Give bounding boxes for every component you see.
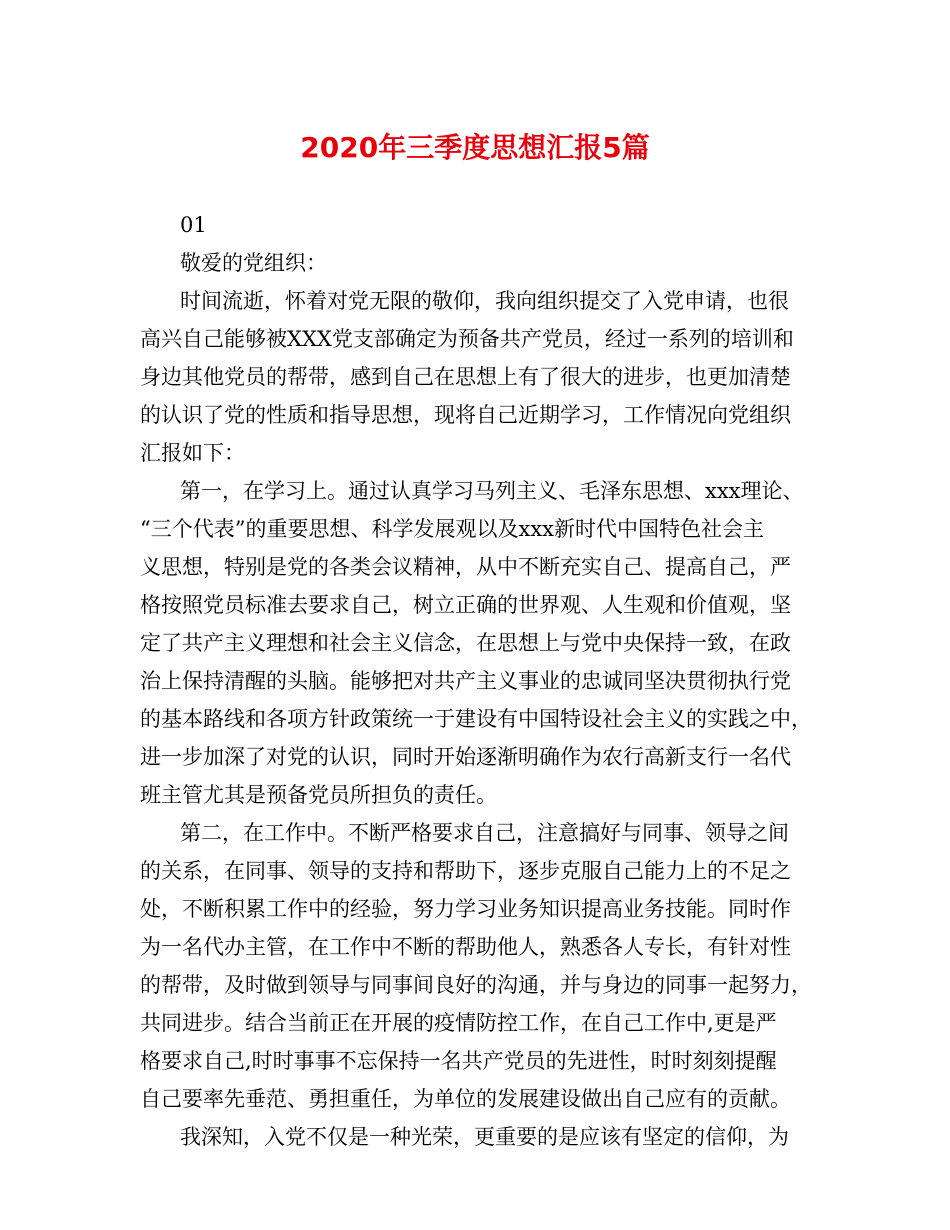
text-line: 格要求自己,时时事事不忘保持一名共产党员的先进性，时时刻刻提醒 xyxy=(140,1049,777,1073)
text-line: 第二，在工作中。不断严格要求自己，注意搞好与同事、领导之间 xyxy=(180,821,789,845)
text-line: 我深知，入党不仅是一种光荣，更重要的是应该有坚定的信仰，为 xyxy=(180,1125,789,1149)
text-line: 共同进步。结合当前正在开展的疫情防控工作，在自己工作中,更是严 xyxy=(140,1011,777,1035)
text-line: 时间流逝，怀着对党无限的敬仰，我向组织提交了入党申请，也很 xyxy=(180,289,789,313)
text-line: 定了共产主义理想和社会主义信念，在思想上与党中央保持一致，在政 xyxy=(140,631,791,655)
text-line: 进一步加深了对党的认识，同时开始逐渐明确作为农行高新支行一名代 xyxy=(140,745,791,769)
text-line: 自己要率先垂范、勇担重任，为单位的发展建设做出自己应有的贡献。 xyxy=(140,1087,791,1111)
text-line: 敬爱的党组织： xyxy=(180,251,327,275)
text-line: 的认识了党的性质和指导思想，现将自己近期学习，工作情况向党组织 xyxy=(140,403,791,427)
document-title: 2020年三季度思想汇报5篇 xyxy=(300,131,650,164)
text-line: 义思想，特别是党的各类会议精神，从中不断充实自己、提高自己，严 xyxy=(140,555,791,579)
text-line: 格按照党员标准去要求自己，树立正确的世界观、人生观和价值观，坚 xyxy=(140,593,791,617)
document-body xyxy=(140,206,812,1156)
text-line: 为一名代办主管，在工作中不断的帮助他人，熟悉各人专长，有针对性 xyxy=(140,935,791,959)
text-line: 汇报如下： xyxy=(140,441,245,465)
text-line: 治上保持清醒的头脑。能够把对共产主义事业的忠诚同坚决贯彻执行党 xyxy=(140,669,791,693)
text-line: “三个代表”的重要思想、科学发展观以及xxx新时代中国特色社会主 xyxy=(140,517,764,541)
text-line: 的帮带，及时做到领导与同事间良好的沟通，并与身边的同事一起努力， xyxy=(140,973,812,997)
text-line: 高兴自己能够被XXX党支部确定为预备共产党员，经过一系列的培训和 xyxy=(140,327,794,351)
text-line: 01 xyxy=(180,213,207,237)
text-line: 身边其他党员的帮带，感到自己在思想上有了很大的进步，也更加清楚 xyxy=(140,365,791,389)
text-line: 的基本路线和各项方针政策统一于建设有中国特设社会主义的实践之中， xyxy=(140,707,812,731)
text-line: 处，不断积累工作中的经验，努力学习业务知识提高业务技能。同时作 xyxy=(140,897,791,921)
text-line: 第一，在学习上。通过认真学习马列主义、毛泽东思想、xxx理论、 xyxy=(180,479,804,503)
text-line: 的关系，在同事、领导的支持和帮助下，逐步克服自己能力上的不足之 xyxy=(140,859,791,883)
text-line: 班主管尤其是预备党员所担负的责任。 xyxy=(140,783,497,807)
